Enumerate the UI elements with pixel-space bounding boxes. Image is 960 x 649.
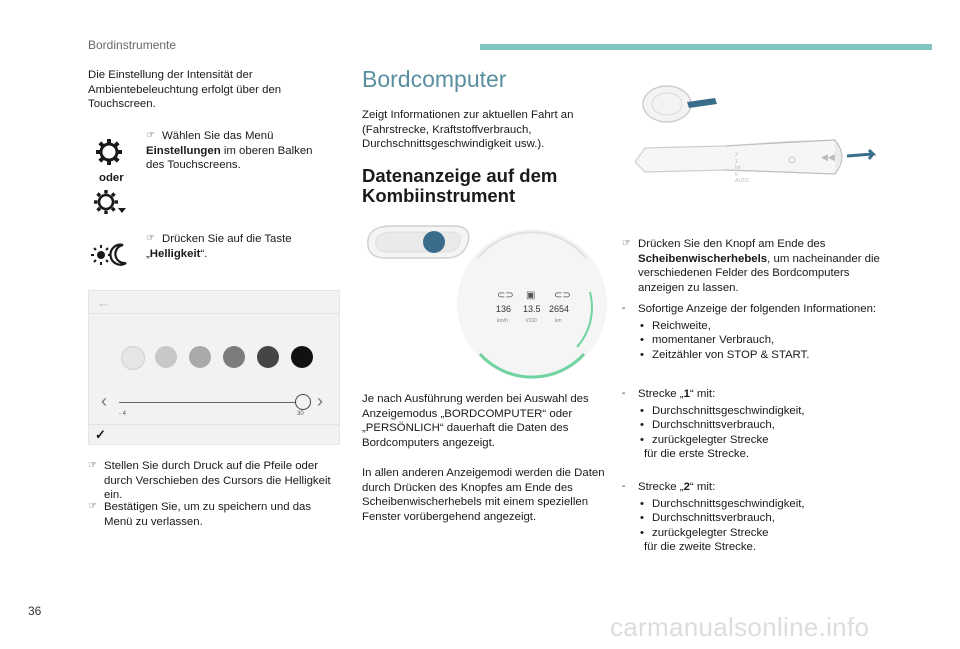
slider-min: - 4 [119, 411, 127, 417]
list-item: • Zeitzähler von STOP & START. [638, 348, 888, 363]
display-value-range: 2654 [549, 304, 570, 314]
pointer-icon: ☞ [88, 501, 97, 512]
immediate-list [638, 319, 888, 363]
confirm-check-icon: ✓ [95, 427, 106, 442]
car-range-icon: ⊂⊃ [554, 290, 571, 301]
car-speed-icon: ⊂⊃ [497, 290, 514, 301]
section-label: Bordinstrumente [88, 38, 177, 52]
lever-pos-2: 2 [735, 152, 738, 158]
header-accent-bar [480, 44, 932, 50]
step1-bold: Einstellungen [146, 144, 221, 157]
slider-max: 30 [297, 411, 304, 417]
color-swatch-2 [155, 346, 177, 368]
display-unit-consumption: l/100 [526, 318, 537, 324]
slider-cursor [295, 394, 311, 410]
step1-text: Wählen Sie das Menü [162, 130, 274, 142]
increase-arrow-icon: › [317, 391, 323, 411]
list-item: • Reichweite, [638, 319, 888, 334]
section-heading [362, 166, 557, 206]
trip2-number: 2 [683, 481, 690, 493]
heading-line2: Kombiinstrument [362, 185, 516, 206]
trip2-block [622, 480, 892, 555]
ambient-intro: Die Einstellung der Intensität der Ambientebeleuchtung erfolgt über den Touchscreen. [88, 69, 282, 111]
oder-label: oder [99, 172, 124, 184]
display-unit-range: km [555, 318, 562, 324]
color-swatch-6 [291, 346, 313, 368]
pointer-icon: ☞ [622, 238, 631, 249]
trip1-tail: für die erste Strecke. [644, 448, 750, 461]
instr1-text: Stellen Sie durch Druck auf die Pfeile oder durch Verschieben des Cursors die Helligkeit ein. [104, 460, 331, 502]
instrument-cluster-illustration [362, 222, 612, 382]
back-arrow-icon: ← [97, 295, 110, 310]
color-swatch-3 [189, 346, 211, 368]
list-item: • Durchschnittsgeschwindigkeit, [638, 404, 888, 419]
list-item: • Durchschnittsverbrauch, [638, 511, 888, 526]
display-value-speed: 136 [496, 304, 512, 314]
wiper-lever-illustration [635, 78, 885, 208]
dash-marker: - [622, 481, 626, 492]
list-item: • zurückgelegter Strecke [638, 433, 888, 448]
screen-divider [89, 313, 339, 314]
svg-text:◀◀: ◀◀ [821, 152, 835, 162]
gear-icon [94, 137, 124, 167]
list-item: • zurückgelegter Strecke [638, 526, 888, 541]
bordcomputer-para2: In allen anderen Anzeigemodi werden die Daten durch Drücken des Knopfes am Ende des Scheibenwischerhebels mit einem speziellen Fenster vorübergehend angezeigt. [362, 467, 605, 523]
step2-text: Drücken Sie auf die Taste „ [146, 233, 292, 260]
press-bold: Scheibenwischerhebels [638, 252, 768, 265]
list-item: • Durchschnittsverbrauch, [638, 418, 888, 433]
pointer-icon: ☞ [146, 233, 155, 244]
lever-pos-auto: AUTO [735, 178, 749, 184]
trip2-label-end: “ mit: [689, 481, 716, 493]
brightness-icon [90, 240, 130, 270]
press-text: Drücken Sie den Knopf am Ende des [638, 238, 826, 250]
trip1-label: Strecke „ [638, 388, 684, 400]
page-title: Bordcomputer [362, 66, 507, 92]
instruction-adjust [88, 459, 338, 503]
dash-marker: - [622, 388, 626, 399]
list-item: • Durchschnittsgeschwindigkeit, [638, 497, 888, 512]
gear-dropdown-icon [92, 188, 128, 218]
display-unit-speed: km/h [497, 318, 508, 324]
pointer-icon: ☞ [146, 130, 155, 141]
page-number: 36 [28, 604, 42, 618]
immediate-info-block [622, 302, 892, 362]
screen-divider-bottom [89, 424, 339, 425]
watermark: carmanualsonline.info [610, 612, 870, 642]
list-item: • momentaner Verbrauch, [638, 333, 888, 348]
color-swatch-5 [257, 346, 279, 368]
trip1-label-end: “ mit: [689, 388, 716, 400]
step1-text-end: im oberen Balken des Touchscreens. [146, 144, 313, 172]
dash-marker: - [622, 303, 626, 314]
trip2-list [638, 497, 888, 541]
pointer-icon: ☞ [88, 460, 97, 471]
bordcomputer-intro: Zeigt Informationen zur aktuellen Fahrt an (Fahrstrecke, Kraftstoffverbrauch, Durchschnittsgeschwindigkeit usw.). [362, 109, 574, 151]
touchscreen-illustration [88, 290, 340, 445]
fuel-icon: ▣ [526, 290, 536, 301]
slider-track [119, 402, 299, 403]
press-button-instruction [622, 237, 892, 295]
display-value-consumption: 13.5 [523, 304, 541, 314]
step2-text-end: “. [200, 247, 208, 260]
immediate-label: Sofortige Anzeige der folgenden Informationen: [638, 303, 877, 315]
color-swatch-4 [223, 346, 245, 368]
step-select-menu [146, 129, 316, 173]
heading-line1: Datenanzeige auf dem [362, 165, 558, 186]
lever-pos-int: Int [735, 165, 741, 171]
trip1-number: 1 [683, 388, 690, 400]
lever-positions [735, 152, 749, 185]
instruction-confirm [88, 500, 338, 529]
instr2-text: Bestätigen Sie, um zu speichern und das Menü zu verlassen. [104, 501, 312, 528]
decrease-arrow-icon: ‹ [101, 391, 107, 411]
bordcomputer-para1: Je nach Ausführung werden bei Auswahl des Anzeigemodus „BORDCOMPUTER“ oder „PERSÖNLICH“ dauerhaft die Daten des Bordcomputers angezeigt. [362, 393, 589, 449]
step2-bold: Helligkeit [149, 247, 201, 260]
trip2-label: Strecke „ [638, 481, 684, 493]
color-swatch-1 [121, 346, 145, 370]
trip1-block [622, 387, 892, 462]
step-brightness-button [146, 232, 316, 261]
lever-pos-1: 1 [735, 158, 738, 165]
press-text-end: , um nacheinander die verschiedenen Felder des Bordcomputers anzeigen zu lassen. [638, 252, 880, 294]
trip2-tail: für die zweite Strecke. [644, 541, 757, 554]
trip1-list [638, 404, 888, 448]
lever-pos-0: 0 [735, 171, 738, 178]
